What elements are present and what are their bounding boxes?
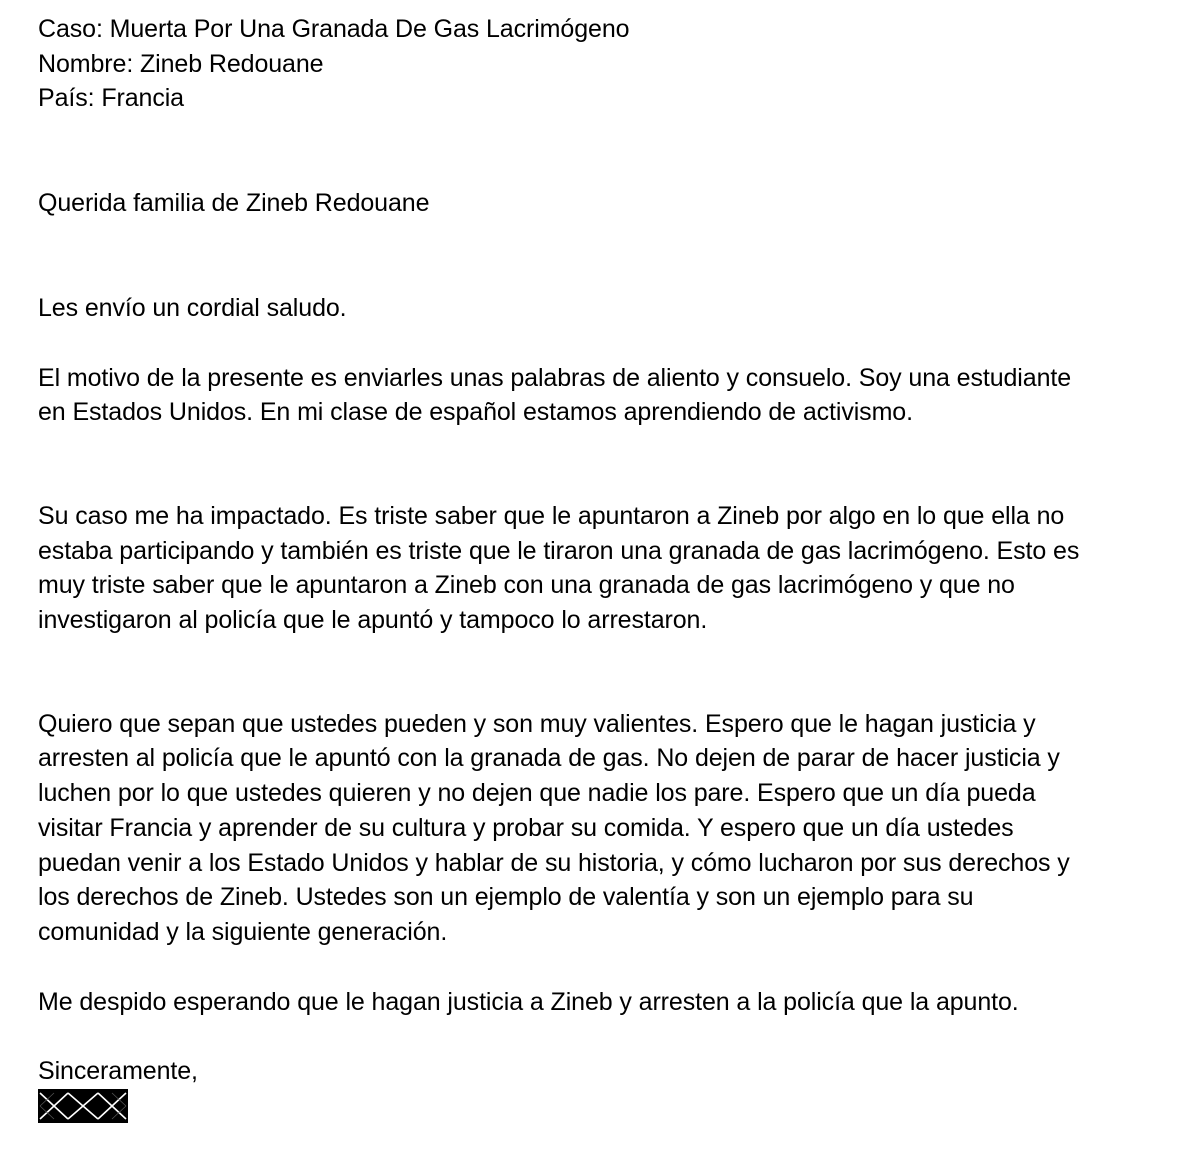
paragraph-line: en Estados Unidos. En mi clase de español estamos aprendiendo de activismo.: [38, 398, 913, 427]
paragraph-impact: [38, 499, 1168, 638]
letter-intro: [38, 291, 1168, 326]
letter-document: [38, 12, 1168, 1123]
paragraph-line: investigaron al policía que le apuntó y tampoco lo arrestaron.: [38, 606, 708, 635]
paragraph-line: Me despido esperando que le hagan justicia a Zineb y arresten a la policía que la apunto.: [38, 987, 1019, 1016]
paragraph-line: El motivo de la presente es enviarles unas palabras de aliento y consuelo. Soy una estudiante: [38, 363, 1072, 392]
paragraph-line: arresten al policía que le apuntó con la granada de gas. No dejen de parar de hacer justicia y: [38, 744, 1060, 773]
redacted-signature-icon: [38, 1089, 128, 1123]
letter-closing: [38, 1054, 1168, 1089]
closing-text: Sinceramente,: [38, 1057, 198, 1086]
paragraph-line: comunidad y la siguiente generación.: [38, 917, 448, 946]
paragraph-line: los derechos de Zineb. Ustedes son un ejemplo de valentía y son un ejemplo para su: [38, 883, 974, 912]
paragraph-line: estaba participando y también es triste que le tiraron una granada de gas lacrimógeno. Esto es: [38, 536, 1080, 565]
paragraph-farewell: [38, 985, 1168, 1020]
paragraph-line: visitar Francia y aprender de su cultura y probar su comida. Y espero que un día ustedes: [38, 813, 1014, 842]
paragraph-motive: [38, 361, 1168, 430]
greeting-text: Querida familia de Zineb Redouane: [38, 189, 430, 218]
victim-name: Nombre: Zineb Redouane: [38, 49, 324, 78]
case-title: Caso: Muerta Por Una Granada De Gas Lacrimógeno: [38, 15, 630, 43]
case-header: [38, 12, 1168, 116]
paragraph-hope: [38, 707, 1168, 950]
paragraph-line: Su caso me ha impactado. Es triste saber que le apuntaron a Zineb por algo en lo que ella no: [38, 501, 1065, 530]
paragraph-line: puedan venir a los Estado Unidos y hablar de su historia, y cómo lucharon por sus derechos y: [38, 848, 1070, 877]
letter-greeting: [38, 186, 1168, 221]
intro-text: Les envío un cordial saludo.: [38, 293, 347, 322]
paragraph-line: Quiero que sepan que ustedes pueden y son muy valientes. Espero que le hagan justicia y: [38, 709, 1036, 738]
paragraph-line: muy triste saber que le apuntaron a Zineb con una granada de gas lacrimógeno y que no: [38, 571, 1015, 600]
paragraph-line: luchen por lo que ustedes quieren y no dejen que nadie los pare. Espero que un día pueda: [38, 779, 1036, 808]
victim-country: País: Francia: [38, 84, 184, 113]
